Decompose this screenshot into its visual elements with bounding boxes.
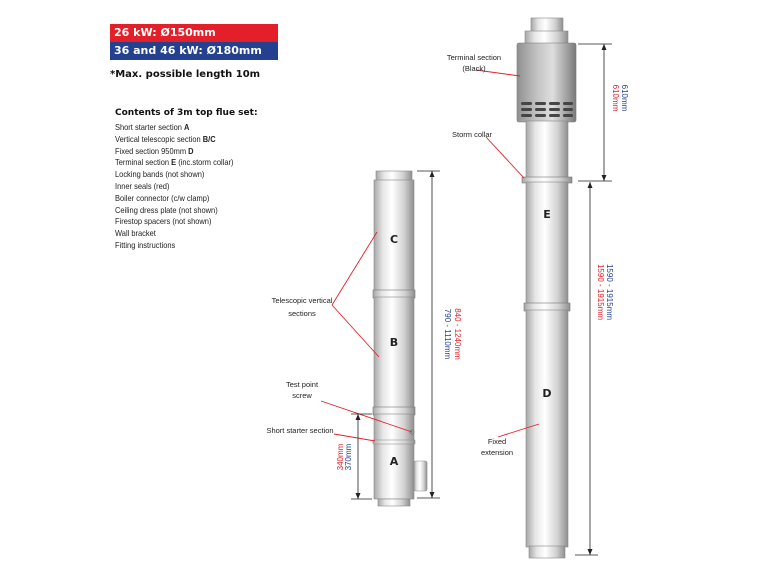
label-test-point-2: screw [292, 391, 312, 400]
badge-150mm: 26 kW: Ø150mm [110, 24, 278, 42]
label-fixed-1: Fixed [487, 437, 507, 446]
dim-top-150mm: 610mm [611, 84, 620, 112]
boiler-connector [414, 461, 427, 491]
label-test-point-1: Test point [285, 380, 319, 389]
label-terminal-2: (Black) [462, 64, 486, 73]
section-letter-a: A [389, 455, 399, 468]
left-flue [373, 171, 427, 506]
leader-lines [321, 70, 539, 441]
dim-main-180mm: 1590 - 1915mm [605, 263, 614, 321]
terminal-lower-pipe [526, 121, 568, 178]
dim-starter-180mm: 370mm [344, 443, 353, 471]
contents-item: Fixed section 950mm D [115, 145, 194, 156]
starter-outlet [378, 499, 410, 506]
dim-main-150mm: 1590 - 1915mm [596, 263, 605, 321]
max-length-note: *Max. possible length 10m [110, 69, 261, 80]
contents-item: Terminal section E (inc.storm collar) [115, 157, 234, 168]
contents-item: Wall bracket [115, 228, 156, 239]
section-d-bottom [529, 546, 565, 558]
pipe-section-d [526, 310, 568, 547]
pipe-section-e [526, 182, 568, 304]
pipe-section-b [374, 297, 414, 408]
terminal-neck [525, 31, 568, 44]
contents-item: Ceiling dress plate (not shown) [115, 204, 218, 215]
section-letter-e: E [543, 208, 551, 221]
section-letter-d: D [542, 387, 552, 400]
label-fixed-2: extension [480, 448, 514, 457]
contents-item: Boiler connector (c/w clamp) [115, 192, 210, 203]
label-terminal-1: Terminal section [446, 53, 502, 62]
label-short-starter: Short starter section [266, 426, 334, 435]
dim-left-180mm: 790 - 1110mm [443, 308, 452, 360]
contents-title: Contents of 3m top flue set: [115, 108, 258, 118]
section-c-top-cap [376, 171, 412, 181]
right-flue [517, 18, 576, 558]
contents-item: Locking bands (not shown) [115, 169, 205, 180]
terminal-cap [531, 18, 563, 32]
contents-item: Fitting instructions [115, 239, 176, 250]
section-letter-c: C [389, 233, 399, 246]
starter-ring [373, 440, 415, 444]
dim-top-180mm: 610mm [620, 84, 629, 112]
contents-item: Inner seals (red) [115, 180, 170, 191]
label-storm-collar: Storm collar [451, 130, 493, 139]
contents-item: Firestop spacers (not shown) [115, 216, 212, 227]
label-telescopic-2: sections [288, 309, 316, 318]
badge-180mm: 36 and 46 kW: Ø180mm [110, 42, 278, 60]
dim-starter-150mm: 340mm [336, 443, 345, 471]
label-telescopic-1: Telescopic vertical [271, 296, 333, 305]
section-letter-b: B [389, 336, 399, 349]
contents-item: Vertical telescopic section B/C [115, 133, 216, 144]
dim-left-150mm: 840 - 1240mm [453, 308, 462, 360]
contents-item: Short starter section A [115, 122, 190, 132]
